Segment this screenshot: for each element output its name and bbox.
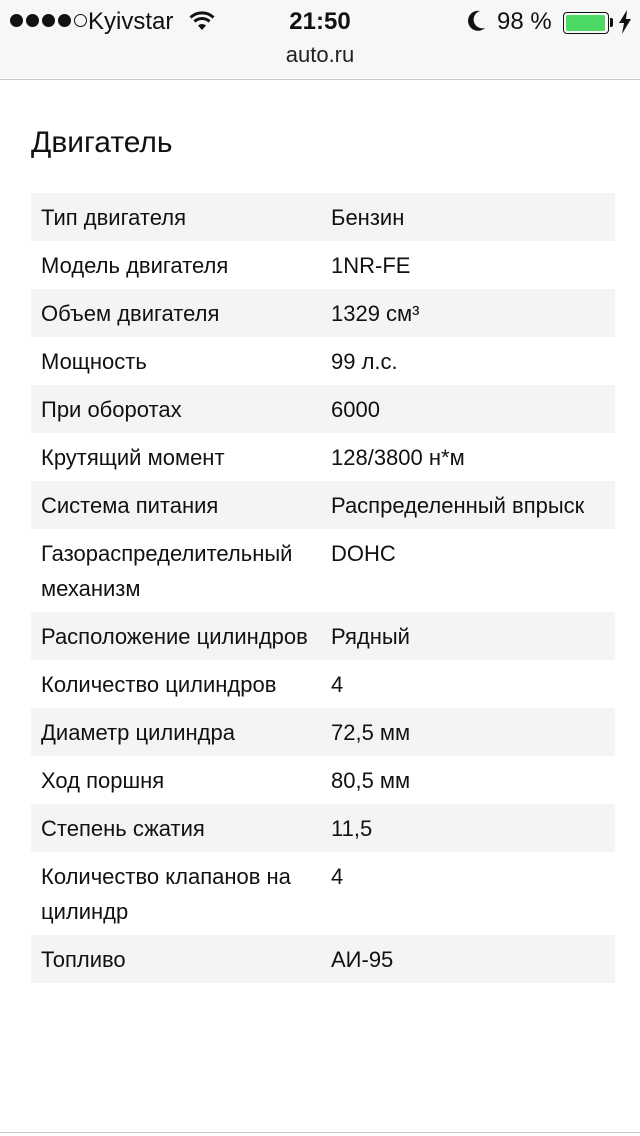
spec-value: 6000 [331,397,380,422]
carrier-name: Kyivstar [88,8,174,35]
battery-percentage: 98 % [497,8,552,35]
spec-row [31,193,615,241]
spec-row [31,660,615,708]
spec-label: Количество цилиндров [41,672,277,697]
spec-label: Мощность [41,349,147,374]
spec-value: 99 л.с. [331,349,398,374]
clock: 21:50 [289,8,351,35]
spec-row [31,756,615,804]
spec-label: Количество клапанов на цилиндр [41,864,291,924]
bottom-divider [0,1132,640,1133]
address-bar-url[interactable]: auto.ru [285,42,355,67]
spec-row [31,708,615,756]
spec-row [31,241,615,289]
spec-value: 1329 см³ [331,301,420,326]
status-bar [0,0,640,80]
charging-bolt-icon [618,10,632,41]
spec-row [31,337,615,385]
spec-row [31,804,615,852]
spec-value: 80,5 мм [331,768,411,793]
spec-label: Газораспределительный механизм [41,541,293,601]
spec-label: При оборотах [41,397,182,422]
spec-value: 1NR-FE [331,253,411,278]
spec-value: 72,5 мм [331,720,411,745]
spec-value: 128/3800 н*м [331,445,465,470]
spec-row [31,935,615,983]
section-title: Двигатель [31,126,173,159]
spec-row [31,385,615,433]
spec-value: Бензин [331,205,405,230]
spec-value: Распределенный впрыск [331,493,585,518]
spec-label: Степень сжатия [41,816,205,841]
spec-label: Диаметр цилиндра [41,720,235,745]
spec-row [31,433,615,481]
spec-row [31,852,615,935]
spec-label: Система питания [41,493,219,518]
spec-row [31,481,615,529]
spec-label: Тип двигателя [41,205,186,230]
spec-label: Ход поршня [41,768,165,793]
battery-icon [563,12,609,34]
spec-label: Топливо [41,947,126,972]
spec-row [31,529,615,612]
spec-label: Крутящий момент [41,445,225,470]
spec-value: 11,5 [331,816,373,841]
spec-value: DOHC [331,541,396,566]
spec-value: АИ-95 [331,947,394,972]
spec-row [31,612,615,660]
spec-value: 4 [331,864,344,889]
spec-section [31,80,615,983]
do-not-disturb-moon-icon [465,9,487,40]
spec-label: Объем двигателя [41,301,220,326]
spec-value: 4 [331,672,344,697]
spec-row [31,289,615,337]
spec-label: Модель двигателя [41,253,229,278]
spec-label: Расположение цилиндров [41,624,308,649]
spec-table [31,193,615,983]
spec-value: Рядный [331,624,410,649]
